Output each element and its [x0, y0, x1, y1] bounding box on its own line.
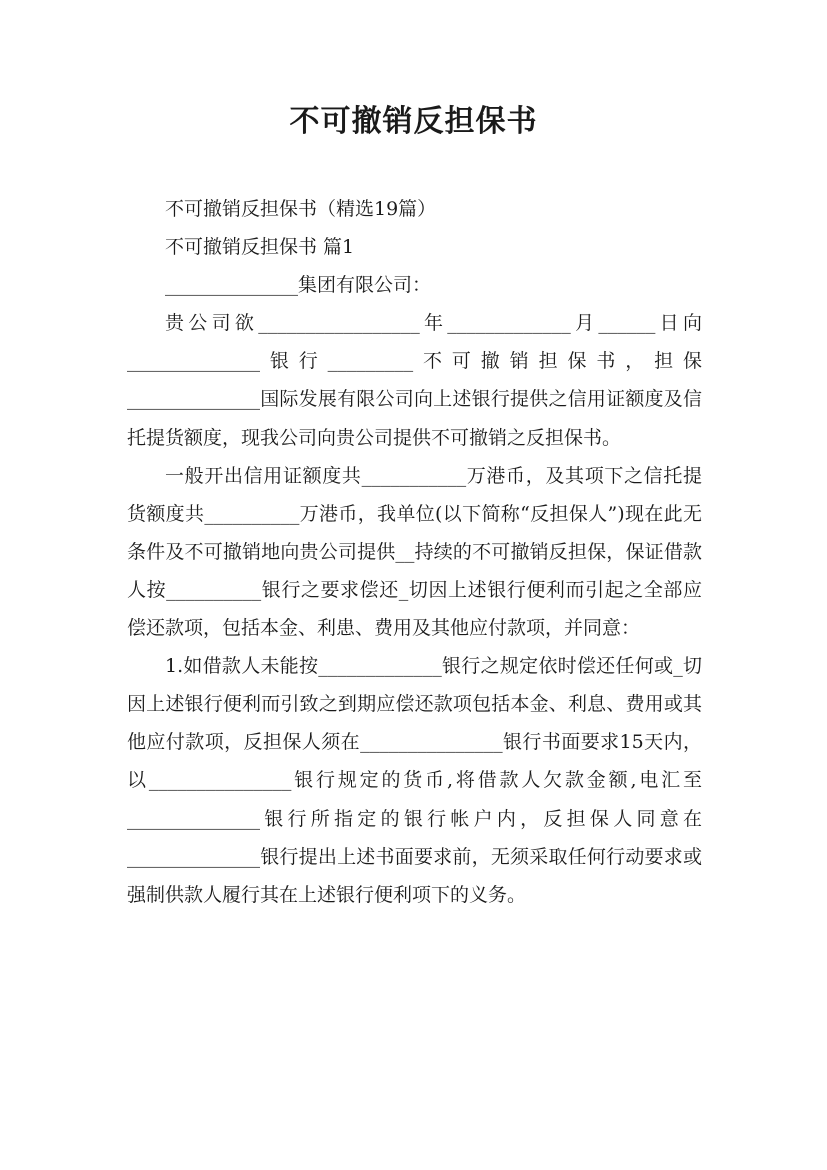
document-body [127, 190, 702, 914]
subtitle-line: 不可撤销反担保书（精选19篇） [165, 198, 437, 220]
addressee-line: ______________集团有限公司： [165, 274, 432, 297]
document-title: 不可撤销反担保书 [289, 104, 538, 139]
section-heading: 不可撤销反担保书 篇1 [165, 236, 355, 259]
paragraph-credit-line: 一般开出信用证额度共___________万港币，及其项下之信托提货额度共__________万港币，我单位(以下简称“反担保人”)现在此无条件及不可撤销地向贵公司提供__持续的不可撤销反担保，保证借款人按__________银行之要求偿还_切因上述银行便利而引起之全部应偿还款项，包括本金、利患、费用及其他应付款项，并同意： [127, 464, 702, 640]
clause-1: 1.如借款人未能按_____________银行之规定依时偿还任何或_切因上述银行便利而引致之到期应偿还款项包括本金、利息、费用或其他应付款项，反担保人须在_______________银行书面要求15天内，以_______________银行规定的货币,将借款人欠款金额,电汇至______________银行所指定的银行帐户内，反担保人同意在______________银行提出上述书面要求前，无须采取任何行动要求或强制供款人履行其在上述银行便利项下的义务。 [127, 655, 702, 906]
paragraph-intro: 贵公司欲_________________年_____________月______日向______________银行_________不可撤销担保书，担保______________国际发展有限公司向上述银行提供之信用证额度及信托提货额度，现我公司向贵公司提供不可撤销之反担保书。 [127, 312, 702, 449]
